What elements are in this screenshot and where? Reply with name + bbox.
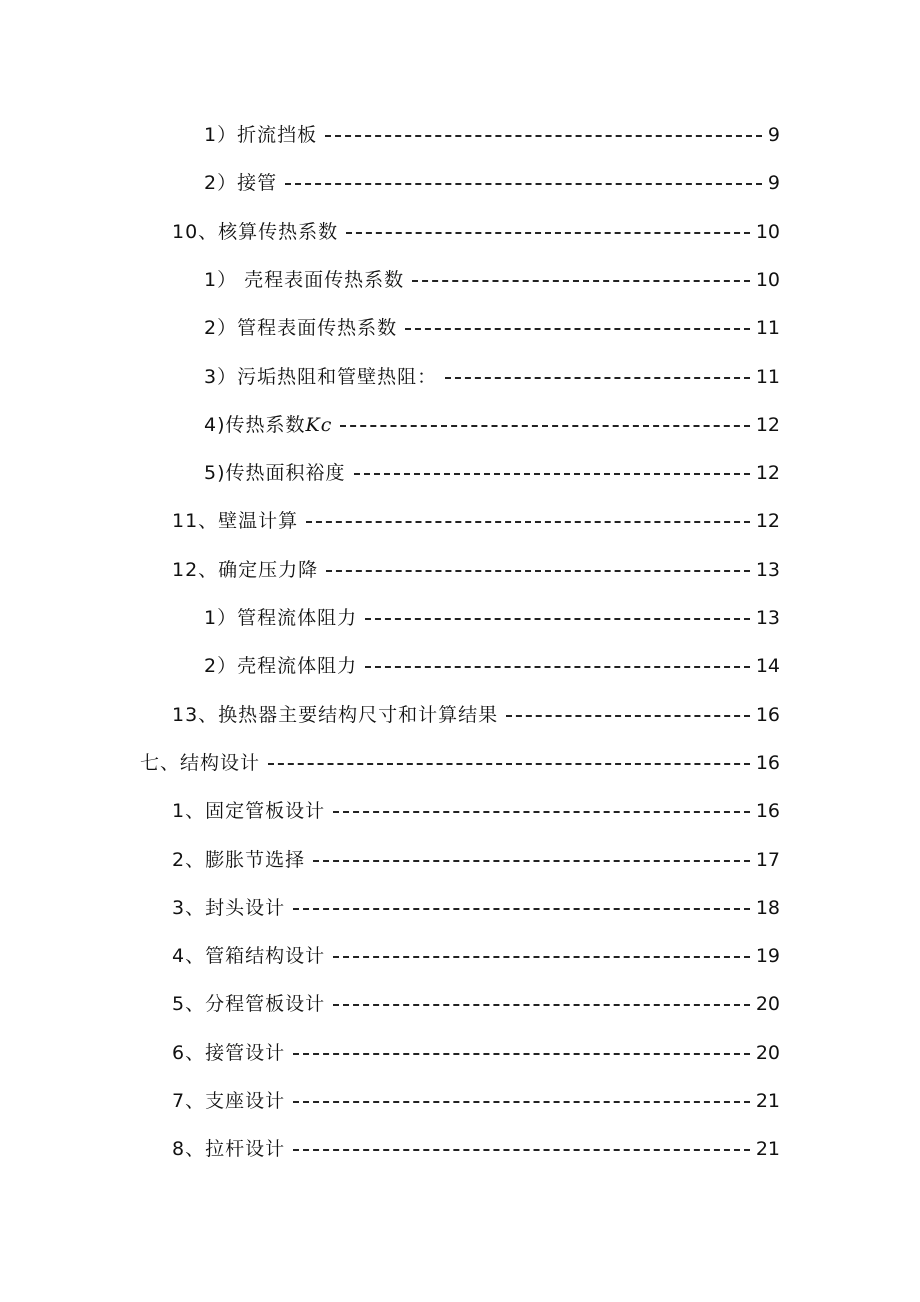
toc-entry[interactable]	[204, 313, 780, 343]
toc-leader-dashes	[333, 1004, 750, 1006]
toc-entry-label: 6、接管设计	[172, 1042, 286, 1064]
toc-entry[interactable]	[172, 989, 780, 1019]
toc-page-number: 12	[755, 462, 780, 484]
toc-entry[interactable]	[172, 1038, 780, 1068]
toc-entry[interactable]	[172, 1086, 780, 1116]
toc-entry-label: 2）管程表面传热系数	[204, 317, 398, 339]
toc-entry-label: 3、封头设计	[172, 897, 286, 919]
toc-entry-label: 5)传热面积裕度	[204, 462, 346, 484]
toc-entry[interactable]	[204, 168, 780, 198]
toc-entry[interactable]	[172, 506, 780, 536]
toc-page-number: 16	[755, 800, 780, 822]
toc-page-number: 11	[755, 366, 780, 388]
toc-page-number: 21	[755, 1138, 780, 1160]
toc-leader-dashes	[506, 715, 750, 717]
toc-entry[interactable]	[204, 410, 780, 440]
toc-leader-dashes	[354, 473, 750, 475]
toc-entry-label: 12、确定压力降	[172, 559, 319, 581]
toc-page-number: 14	[755, 655, 780, 677]
toc-page-number: 21	[755, 1090, 780, 1112]
toc-page-number: 18	[755, 897, 780, 919]
toc-entry[interactable]	[204, 362, 780, 392]
toc-entry-label: 1）折流挡板	[204, 124, 318, 146]
toc-entry[interactable]	[204, 651, 780, 681]
toc-entry-label-text: 4)传热系数	[204, 414, 306, 436]
toc-page-number: 17	[755, 849, 780, 871]
toc-entry-label: 1、固定管板设计	[172, 800, 326, 822]
toc-entry[interactable]	[172, 941, 780, 971]
toc-leader-dashes	[285, 183, 762, 185]
toc-entry[interactable]	[172, 555, 780, 585]
toc-entry-label: 4、管箱结构设计	[172, 945, 326, 967]
toc-entry-label: 5、分程管板设计	[172, 993, 326, 1015]
toc-entry-label: 13、换热器主要结构尺寸和计算结果	[172, 704, 499, 726]
toc-leader-dashes	[306, 521, 750, 523]
toc-page-number: 12	[755, 510, 780, 532]
toc-entry-label: 10、核算传热系数	[172, 221, 339, 243]
toc-entry[interactable]	[172, 845, 780, 875]
toc-entry-label: 7、支座设计	[172, 1090, 286, 1112]
toc-page-number: 12	[755, 414, 780, 436]
toc-entry-label: 11、壁温计算	[172, 510, 299, 532]
toc-entry-label: 2、膨胀节选择	[172, 849, 306, 871]
toc-leader-dashes	[293, 1149, 750, 1151]
toc-entry[interactable]	[204, 458, 780, 488]
toc-entry-label: 2）壳程流体阻力	[204, 655, 358, 677]
toc-leader-dashes	[293, 1101, 750, 1103]
toc-entry[interactable]	[204, 120, 780, 150]
toc-page-number: 19	[755, 945, 780, 967]
toc-page-number: 9	[767, 172, 780, 194]
toc-entry[interactable]	[204, 603, 780, 633]
toc-entry[interactable]	[140, 748, 780, 778]
toc-entry[interactable]	[172, 217, 780, 247]
toc-entry[interactable]	[172, 893, 780, 923]
toc-page-number: 16	[755, 752, 780, 774]
toc-entry-label: 1）管程流体阻力	[204, 607, 358, 629]
toc-leader-dashes	[445, 377, 750, 379]
toc-page-number: 16	[755, 704, 780, 726]
toc-leader-dashes	[365, 618, 750, 620]
toc-leader-dashes	[405, 328, 750, 330]
toc-leader-dashes	[412, 280, 750, 282]
toc-leader-dashes	[346, 232, 750, 234]
toc-leader-dashes	[313, 860, 750, 862]
toc-entry-label-symbol: Kc	[305, 414, 333, 436]
toc-entry-label: 七、结构设计	[140, 752, 261, 774]
toc-entry-label: 3）污垢热阻和管壁热阻：	[204, 366, 438, 388]
toc-entry-label: 8、拉杆设计	[172, 1138, 286, 1160]
toc-leader-dashes	[268, 763, 750, 765]
toc-entry-label: 2）接管	[204, 172, 278, 194]
toc-page-number: 11	[755, 317, 780, 339]
toc-leader-dashes	[340, 425, 749, 427]
toc-page-number: 20	[755, 1042, 780, 1064]
toc-entry[interactable]	[172, 700, 780, 730]
toc-entry[interactable]	[172, 1134, 780, 1164]
toc-leader-dashes	[333, 811, 750, 813]
toc-leader-dashes	[293, 1053, 750, 1055]
toc-leader-dashes	[293, 908, 750, 910]
toc-entry-label	[204, 410, 332, 440]
toc-entry[interactable]	[204, 265, 780, 295]
toc-leader-dashes	[325, 135, 762, 137]
toc-leader-dashes	[326, 570, 750, 572]
toc-entry-label: 1） 壳程表面传热系数	[204, 269, 405, 291]
toc-page-number: 10	[755, 269, 780, 291]
toc-entry[interactable]	[172, 796, 780, 826]
toc-leader-dashes	[333, 956, 750, 958]
toc-page-number: 9	[767, 124, 780, 146]
toc-page-number: 20	[755, 993, 780, 1015]
toc-page-number: 13	[755, 559, 780, 581]
toc-page-number: 10	[755, 221, 780, 243]
toc-leader-dashes	[365, 666, 750, 668]
toc-page-number: 13	[755, 607, 780, 629]
